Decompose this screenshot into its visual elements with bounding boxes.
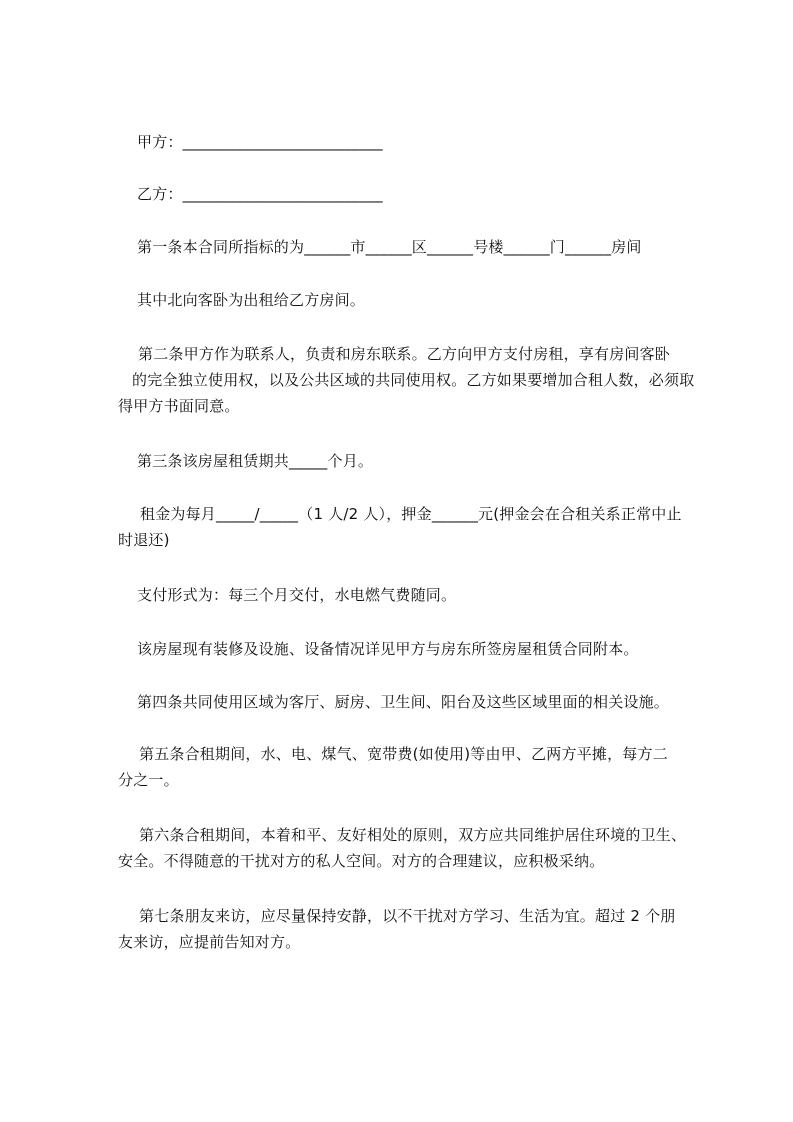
article-7 [118,903,675,955]
article-7-line-1: 第七条朋友来访，应尽量保持安静，以不干扰对方学习、生活为宜。超过 2 个朋 [139,907,676,925]
rent-clause [118,501,682,553]
article-5-line-1: 第五条合租期间，水、电、煤气、宽带费(如使用)等由甲、乙两方平摊，每方二 [139,745,668,763]
article-2-line-1: 第二条甲方作为联系人，负责和房东联系。乙方向甲方支付房租，享有房间客卧 [138,345,671,363]
article-1-note: 其中北向客卧为出租给乙方房间。 [137,291,366,309]
article-7-line-2: 友来访，应提前告知对方。 [118,933,301,951]
party-a-line: 甲方：__________________________ [137,133,383,151]
article-2 [118,341,694,419]
article-5-line-2: 分之一。 [118,771,179,789]
article-6-line-1: 第六条合租期间，本着和平、友好相处的原则，双方应共同维护居住环境的卫生、 [139,826,687,844]
payment-clause: 支付形式为：每三个月交付，水电燃气费随同。 [137,586,457,604]
article-2-line-3: 得甲方书面同意。 [118,397,240,415]
rent-line-2: 时退还) [118,531,170,549]
article-1: 第一条本合同所指标的为______市______区______号楼______门______房间 [137,238,642,256]
party-b-line: 乙方：__________________________ [137,185,383,203]
facilities-clause: 该房屋现有装修及设施、设备情况详见甲方与房东所签房屋租赁合同附本。 [137,640,639,658]
article-4: 第四条共同使用区域为客厅、厨房、卫生间、阳台及这些区域里面的相关设施。 [137,693,670,711]
article-5 [118,741,668,793]
article-6-line-2: 安全。不得随意的干扰对方的私人空间。对方的合理建议，应积极采纳。 [118,852,605,870]
rent-line-1: 租金为每月_____/_____（1 人/2 人），押金______元(押金会在合租关系正常中止 [140,505,682,523]
article-6 [118,822,686,874]
article-3: 第三条该房屋租赁期共_____个月。 [137,452,374,470]
article-2-line-2: 的完全独立使用权，以及公共区域的共同使用权。乙方如果要增加合租人数，必须取 [132,371,695,389]
